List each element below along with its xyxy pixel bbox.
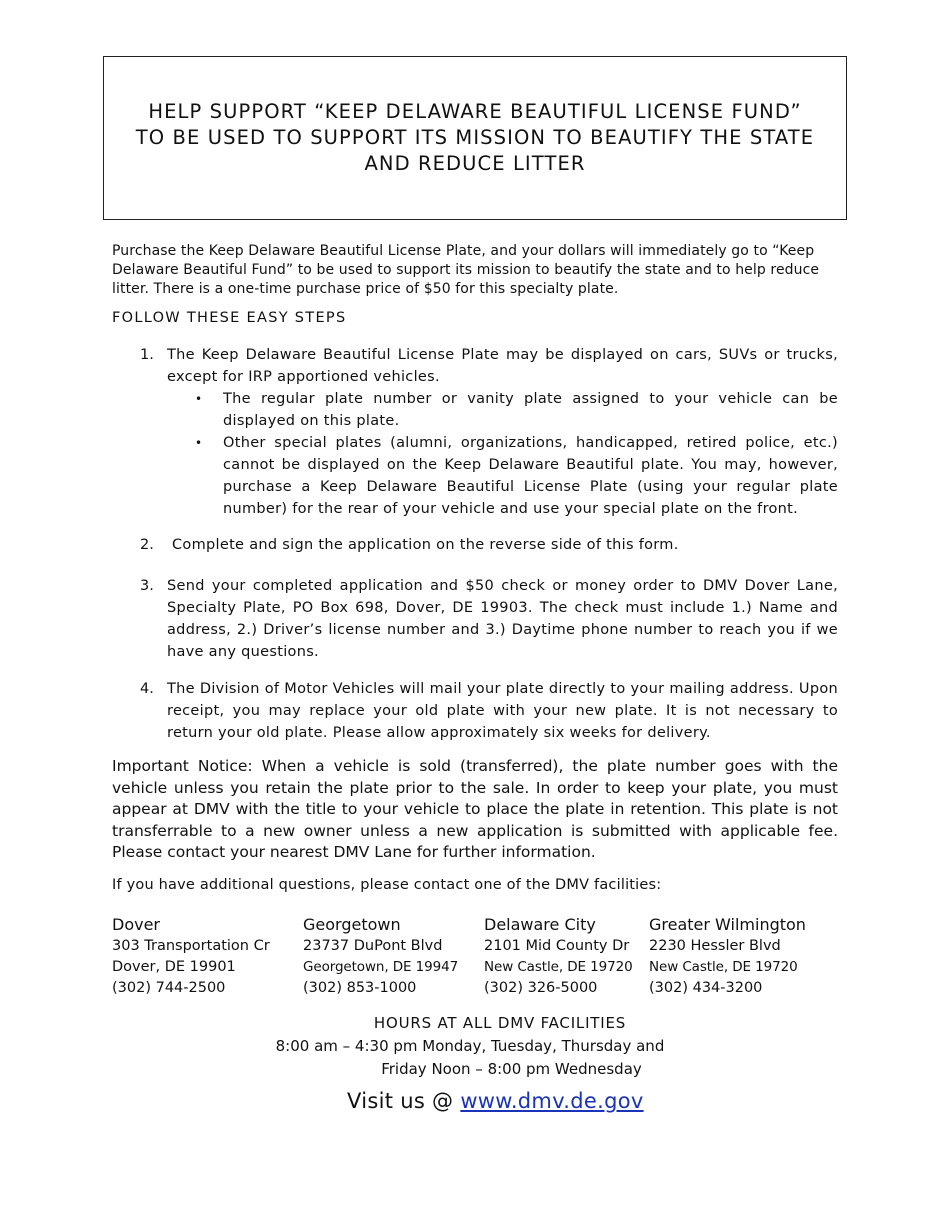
important-notice: Important Notice: When a vehicle is sold (transferred), the plate number goes with the vehicle unless you retain the plate prior to the sale. In order to keep your plate, you must appear at DMV with the title to your vehicle to place the plate in retention. This plate is not transferrable to a new owner unless a new application is submitted with applicable fee. Please contact your nearest DMV Lane for further information. (112, 757, 838, 862)
bullet-text: The regular plate number or vanity plate assigned to your vehicle can be displayed on this plate. (223, 391, 838, 429)
bullet-text: Other special plates (alumni, organizations, handicapped, retired police, etc.) cannot be displayed on the Keep Delaware Beautiful plate. You may, however, purchase a Keep Delaware Beautiful License Plate (using your regular plate number) for the rear of your vehicle and use your special plate on the front. (223, 435, 838, 517)
step-text: The Keep Delaware Beautiful License Plate may be displayed on cars, SUVs or trucks, except for IRP apportioned vehicles. (167, 347, 838, 385)
facility-street: 2101 Mid County Dr (484, 938, 630, 954)
hours-block (0, 1012, 950, 1081)
step-1 (140, 344, 838, 520)
facility-phone: (302) 853-1000 (303, 980, 417, 996)
hours-line-2: Friday Noon – 8:00 pm Wednesday (381, 1060, 642, 1078)
visit-us (347, 1089, 644, 1113)
dmv-website-link[interactable]: www.dmv.de.gov (460, 1089, 644, 1113)
step-text: Complete and sign the application on the reverse side of this form. (172, 537, 679, 553)
facility-city: New Castle, DE 19720 (484, 959, 633, 975)
bullet-item (195, 432, 838, 520)
facility-street: 2230 Hessler Blvd (649, 938, 781, 954)
step-text: The Division of Motor Vehicles will mail your plate directly to your mailing address. Upon receipt, you may replace your old plate with your new plate. It is not necessary to return your old plate. Please allow approximately six weeks for delivery. (167, 681, 838, 741)
bullet-icon: • (195, 436, 203, 450)
bullet-icon: • (195, 392, 203, 406)
hours-heading: HOURS AT ALL DMV FACILITIES (373, 1014, 627, 1032)
facility-phone: (302) 744-2500 (112, 980, 226, 996)
facility-greater-wilmington (649, 914, 806, 999)
facilities-list (112, 914, 832, 1004)
facility-phone: (302) 326-5000 (484, 980, 598, 996)
step-number: 3. (140, 578, 154, 594)
facility-city: Dover, DE 19901 (112, 959, 236, 975)
facility-dover (112, 914, 270, 999)
facility-street: 303 Transportation Cr (112, 938, 270, 954)
step-number: 1. (140, 347, 154, 363)
intro-paragraph: Purchase the Keep Delaware Beautiful License Plate, and your dollars will immediately go to “Keep Delaware Beautiful Fund” to be used to support its mission to beautify the state and to help reduce litter. There is a one-time purchase price of $50 for this specialty plate. (112, 243, 820, 297)
facility-delaware-city (484, 914, 633, 999)
page-title (104, 99, 846, 177)
steps-heading: FOLLOW THESE EASY STEPS (112, 310, 347, 326)
facility-name: Georgetown (303, 915, 401, 934)
title-line-1: HELP SUPPORT “KEEP DELAWARE BEAUTIFUL LICENSE FUND” (148, 100, 802, 123)
hours-line-1: 8:00 am – 4:30 pm Monday, Tuesday, Thursday and (275, 1037, 665, 1055)
step-text: Send your completed application and $50 check or money order to DMV Dover Lane, Specialty Plate, PO Box 698, Dover, DE 19903. The check must include 1.) Name and address, 2.) Driver’s license number and 3.) Daytime phone number to reach you if we have any questions. (167, 578, 838, 660)
facility-city: Georgetown, DE 19947 (303, 959, 459, 975)
step-1-bullets (140, 388, 838, 520)
facility-street: 23737 DuPont Blvd (303, 938, 443, 954)
facility-name: Greater Wilmington (649, 915, 806, 934)
facility-name: Delaware City (484, 915, 596, 934)
step-number: 2. (140, 537, 154, 553)
bullet-item (195, 388, 838, 432)
visit-prefix: Visit us @ (347, 1089, 461, 1113)
step-3 (140, 575, 838, 663)
title-line-2: TO BE USED TO SUPPORT ITS MISSION TO BEAUTIFY THE STATE AND REDUCE LITTER (135, 126, 815, 175)
facility-georgetown (303, 914, 458, 999)
facility-name: Dover (112, 915, 160, 934)
facility-city: New Castle, DE 19720 (649, 959, 798, 975)
step-number: 4. (140, 681, 154, 697)
facility-phone: (302) 434-3200 (649, 980, 763, 996)
step-2 (140, 534, 838, 556)
step-4 (140, 678, 838, 744)
title-box (103, 56, 847, 220)
contact-intro: If you have additional questions, please contact one of the DMV facilities: (112, 877, 662, 893)
